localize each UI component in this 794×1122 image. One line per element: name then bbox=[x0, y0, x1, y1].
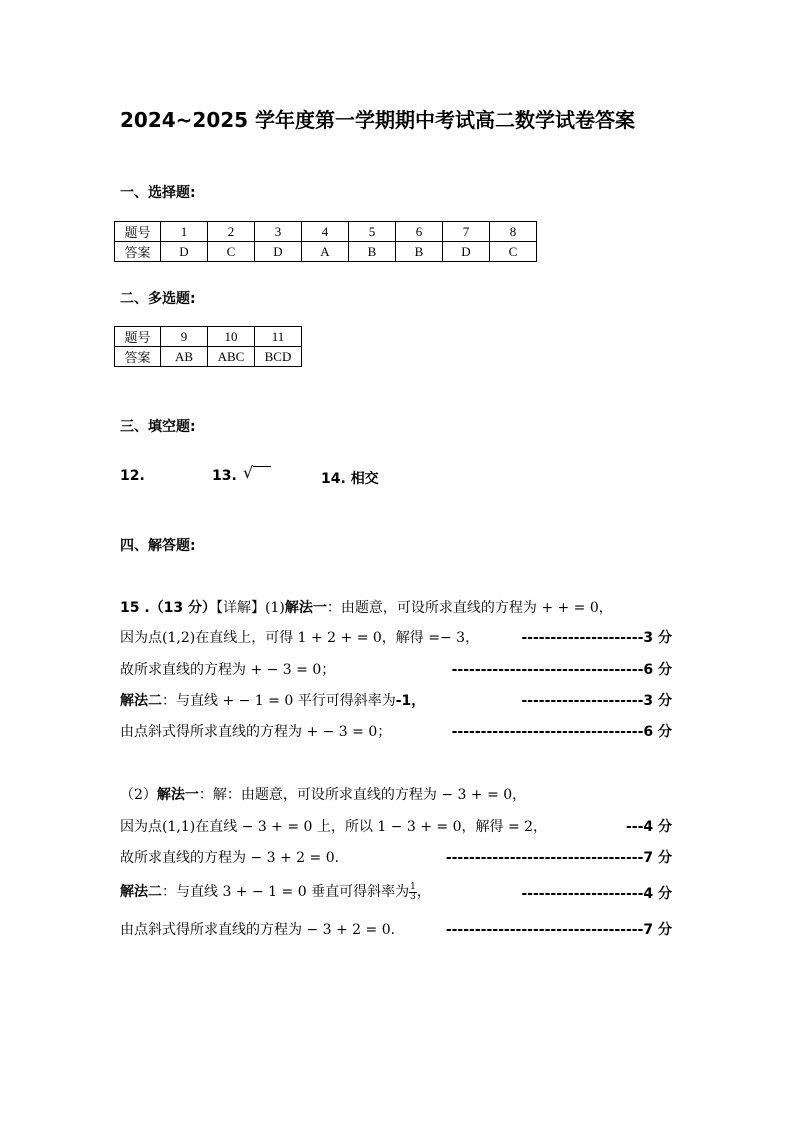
slope-fraction bbox=[409, 883, 417, 902]
fraction-denominator: 3 bbox=[410, 891, 416, 902]
table-cell: A bbox=[302, 242, 349, 262]
score-marker: ---------------------4 分 bbox=[521, 886, 672, 902]
table-cell: AB bbox=[161, 347, 208, 367]
q15-part2-line-5 bbox=[120, 919, 395, 939]
q15-part2-line-4 bbox=[120, 881, 431, 902]
table-cell: 7 bbox=[443, 222, 490, 242]
q14-number: 14. bbox=[321, 471, 346, 487]
table-cell: C bbox=[208, 242, 255, 262]
row-label-number: 题号 bbox=[115, 327, 161, 347]
page-title: 2024~2025 学年度第一学期期中考试高二数学试卷答案 bbox=[120, 108, 636, 132]
line-text: 因为点(1,2)在直线上，可得 1 + 2 + = 0，解得 =− 3， bbox=[120, 630, 480, 646]
row-label-number: 题号 bbox=[115, 222, 161, 242]
table-cell: B bbox=[396, 242, 443, 262]
section-heading-multi: 二、多选题: bbox=[120, 291, 196, 307]
table-cell: D bbox=[161, 242, 208, 262]
table-cell: 5 bbox=[349, 222, 396, 242]
table-cell: D bbox=[443, 242, 490, 262]
table-cell: 4 bbox=[302, 222, 349, 242]
sqrt-icon: √ bbox=[243, 463, 254, 482]
table-cell: 6 bbox=[396, 222, 443, 242]
table-cell: 3 bbox=[255, 222, 302, 242]
section-heading-choice: 一、选择题: bbox=[120, 185, 196, 201]
line-text: 由点斜式得所求直线的方程为 − 3 + 2 = 0. bbox=[120, 922, 396, 938]
method-one-label: 解法一 bbox=[284, 600, 327, 616]
table-cell: 11 bbox=[255, 327, 302, 347]
line-text: ：与直线 3 + − 1 = 0 垂直可得斜率为 bbox=[162, 884, 410, 900]
q15-line-1 bbox=[120, 597, 613, 617]
sqrt-bar bbox=[253, 466, 271, 479]
line-text: ：解：由题意，可设所求直线的方程为 − 3 + = 0， bbox=[198, 787, 527, 803]
method-one-label: 解法一 bbox=[156, 787, 199, 803]
line-text: 故所求直线的方程为 − 3 + 2 = 0. bbox=[120, 850, 340, 866]
method-two-label: 解法二 bbox=[120, 884, 162, 900]
detail-label: 【详解】(1) bbox=[216, 600, 285, 616]
q15-line-4 bbox=[120, 690, 425, 710]
table-cell: B bbox=[349, 242, 396, 262]
fraction-numerator: 1 bbox=[410, 881, 416, 892]
q13-answer bbox=[243, 463, 271, 482]
q13-label: 13. bbox=[212, 468, 237, 484]
score-marker: ----------------------------------7 分 bbox=[445, 850, 672, 866]
score-marker: ---------------------------------6 分 bbox=[451, 724, 672, 740]
line-text: ：由题意，可设所求直线的方程为 + + = 0， bbox=[326, 600, 613, 616]
table-row-numbers bbox=[115, 222, 537, 242]
line-text: 故所求直线的方程为 + − 3 = 0； bbox=[120, 662, 336, 678]
row-label-answer: 答案 bbox=[115, 242, 161, 262]
score-marker: ----------------------------------7 分 bbox=[445, 922, 672, 938]
q15-line-3 bbox=[120, 659, 335, 679]
q14-answer: 相交 bbox=[350, 471, 379, 487]
q15-part2-line-3 bbox=[120, 847, 339, 867]
table-row-numbers bbox=[115, 327, 302, 347]
line-text: ：与直线 + − 1 = 0 平行可得斜率为 bbox=[162, 693, 396, 709]
slope-value: -1， bbox=[395, 693, 426, 709]
table-cell: 2 bbox=[208, 222, 255, 242]
line-text: ， bbox=[416, 884, 431, 900]
q15-line-5 bbox=[120, 721, 391, 741]
q15-part2-line-2 bbox=[120, 816, 547, 836]
method-two-label: 解法二 bbox=[120, 693, 162, 709]
table-cell: C bbox=[490, 242, 537, 262]
row-label-answer: 答案 bbox=[115, 347, 161, 367]
score-marker: ---------------------3 分 bbox=[521, 630, 672, 646]
multi-answer-table bbox=[114, 326, 302, 367]
section-heading-fill: 三、填空题: bbox=[120, 419, 196, 435]
table-cell: 8 bbox=[490, 222, 537, 242]
table-cell: BCD bbox=[255, 347, 302, 367]
q15-part2-line-1 bbox=[120, 784, 526, 804]
q15-line-2 bbox=[120, 627, 479, 647]
score-marker: ---4 分 bbox=[625, 819, 672, 835]
table-cell: 1 bbox=[161, 222, 208, 242]
table-cell: D bbox=[255, 242, 302, 262]
table-cell: 9 bbox=[161, 327, 208, 347]
line-text: 因为点(1,1)在直线 − 3 + = 0 上，所以 1 − 3 + = 0，解得 = 2， bbox=[120, 819, 548, 835]
score-marker: ---------------------3 分 bbox=[521, 693, 672, 709]
part-label: （2） bbox=[120, 787, 157, 803]
q12-label: 12. bbox=[120, 468, 145, 484]
table-cell: 10 bbox=[208, 327, 255, 347]
table-cell: ABC bbox=[208, 347, 255, 367]
table-row-answers bbox=[115, 242, 537, 262]
score-marker: ---------------------------------6 分 bbox=[451, 662, 672, 678]
section-heading-solution: 四、解答题: bbox=[120, 538, 196, 554]
q15-number: 15 .（13 分） bbox=[120, 600, 217, 616]
table-row-answers bbox=[115, 347, 302, 367]
q14-label bbox=[321, 468, 379, 488]
line-text: 由点斜式得所求直线的方程为 + − 3 = 0； bbox=[120, 724, 392, 740]
choice-answer-table bbox=[114, 221, 537, 262]
